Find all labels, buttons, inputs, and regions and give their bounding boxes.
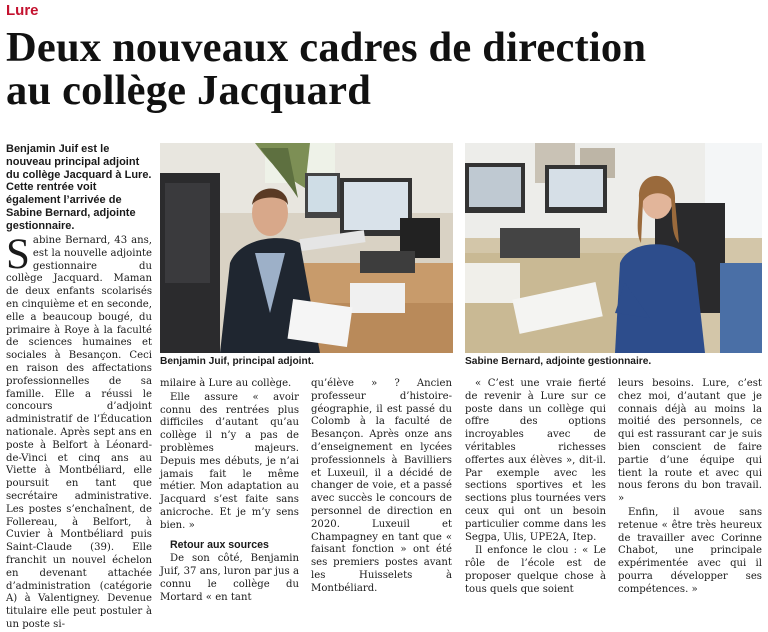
headline-line-2: au collège Jacquard [6, 67, 372, 114]
photo-sabine-bernard [465, 143, 762, 353]
office-photo-illustration [160, 143, 453, 353]
office-photo-illustration [465, 143, 762, 353]
article-column-1 [6, 231, 152, 632]
photo-caption-right: Sabine Bernard, adjointe gestionnaire. [465, 356, 652, 367]
article-column-2 [160, 378, 299, 606]
article-column-5 [618, 378, 762, 598]
section-kicker: Lure [6, 2, 39, 19]
headline-line-1: Deux nouveaux cadres de direction [6, 24, 647, 71]
photo-benjamin-juif [160, 143, 453, 353]
column-4-paragraph: Il enfonce le clou : « Le rôle de l’école est de proposer quelque chose à tous quels que soient [465, 545, 606, 595]
column-1-text: abine Bernard, 43 ans, est la nouvelle adjointe gestionnaire du collège Jacquard. Maman de deux enfants scolarisés en cinquième et en seconde, elle a beaucoup bougé, du primaire à Roye à la faculté de sciences humaines et sociales à Besançon. Ceci en raison des affectations professionnelles de sa famille. Elle a réussi le concours d’adjoint administratif de l’Éducation nationale. Après sept ans en poste à Belfort à Léonard-de-Vinci et cinq ans au Viette à Montbéliard, elle poursuit en tant que secrétaire administrative. Les postes s’enchaînent, de Follereau, à Belfort, à Cuvier à Montbéliard puis Saint-Claude (39). Elle franchit un nouvel échelon en devenant attachée d’administration (catégorie A) à Valentigney. Devenue titulaire elle peut postuler à un poste si- [6, 235, 152, 630]
article-column-3 [311, 378, 452, 597]
column-2-paragraph: De son côté, Benjamin Juif, 37 ans, luron par jus a connu le collège du Mortard « en tant [160, 553, 299, 603]
column-3-paragraph: qu’élève » ? Ancien professeur d’histoire-géographie, il est passé du Colomb à la faculté de Besançon. Après onze ans d’enseignement en lycées professionnels à Bavilliers et Luxeuil, il a décidé de changer de voie, et a passé avec succès le concours de personnel de direction en 2020. Luxeuil et Champagney en tant que « faisant fonction » ont été ses premiers postes avant les Huisselets à Montbéliard. [311, 378, 452, 594]
column-4-paragraph: « C’est une vraie fierté de revenir à Lure sur ce poste dans un collège qui offre des options incroyables avec de véritables richesses offertes aux élèves », dit-il. Par exemple avec les sections sportives et les sections plus tournées vers ceux qui ont un besoin particulier comme dans les Segpa, Ulis, UPE2A, Itep. [465, 378, 606, 543]
column-2-paragraph: Elle assure « avoir connu des rentrées plus difficiles d’autant qu’au collège il n’y a pas de problèmes majeurs. Depuis mes débuts, je n’ai jamais fait le même métier. Mon adaptation au Jacquard s’est faite sans anicroche. Et je m’y sens bien. » [160, 391, 299, 531]
photo-caption-left: Benjamin Juif, principal adjoint. [160, 356, 314, 367]
subheading: Retour aux sources [170, 538, 269, 551]
column-2-paragraph: milaire à Lure au collège. [160, 378, 292, 389]
article-column-4 [465, 378, 606, 598]
article-lead: Benjamin Juif est le nouveau principal adjoint du collège Jacquard à Lure. Cette rentrée voit également l’arrivée de Sabine Bernard, adjointe gestionnaire. [6, 143, 152, 232]
column-5-paragraph: leurs besoins. Lure, c’est chez moi, d’autant que je connais déjà au moins la moitié des personnels, ce qui est rassurant car je suis bien conscient de faire partie d’une équipe qui tient la route et avec qui nous ferons du bon travail. » [618, 378, 762, 505]
column-5-paragraph: Enfin, il avoue sans retenue « être très heureux de travailler avec Corinne Chabot, une principale expérimentée avec qui il pourra développer ses compétences. » [618, 506, 762, 595]
headline [6, 26, 766, 112]
drop-cap: S [6, 231, 30, 278]
